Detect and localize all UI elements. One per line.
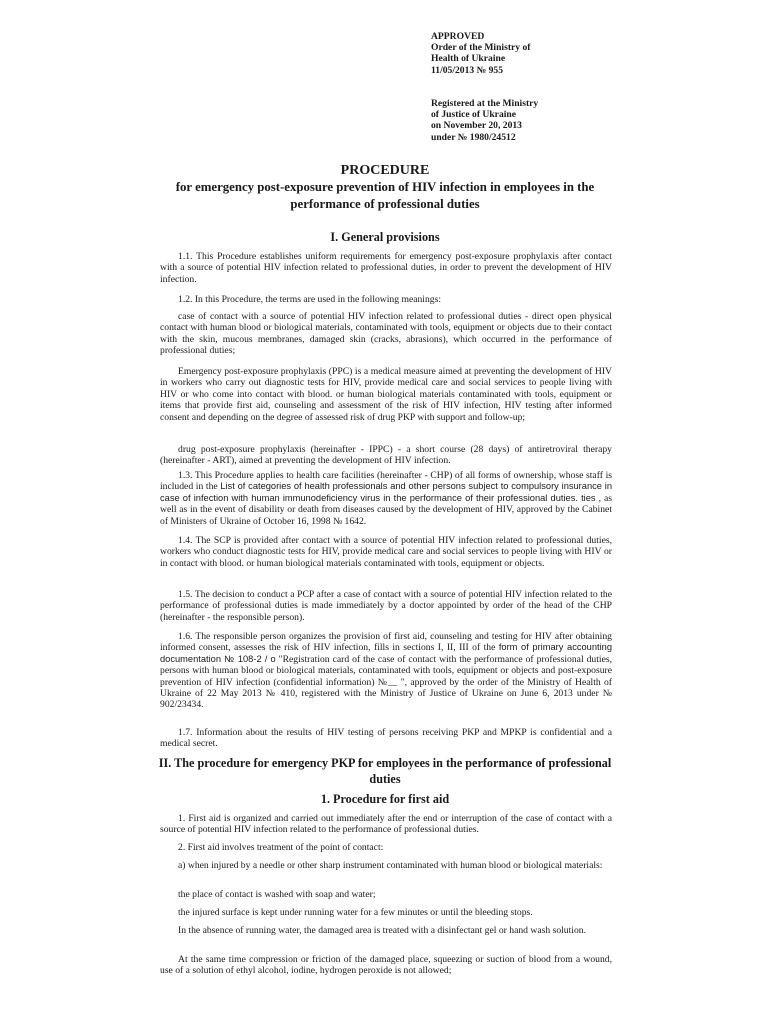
- paragraph-1-2: 1.2. In this Procedure, the terms are used in the following meanings:: [178, 294, 442, 305]
- registration-line: on November 20, 2013: [431, 120, 522, 132]
- definition-ippc: drug post-exposure prophylaxis (hereinafter - IPPC) - a short course (28 days) of antiretroviral therapy (hereinafter - ART), aimed at preventing the development of HIV infection.: [160, 444, 612, 467]
- approval-line: APPROVED: [431, 31, 485, 42]
- section-heading-general: I. General provisions: [330, 230, 440, 244]
- subheading-first-aid: 1. Procedure for first aid: [320, 792, 450, 806]
- paragraph-1-7: 1.7. Information about the results of HIV testing of persons receiving PKP and MPKP is confidential and a medical secret.: [160, 727, 612, 750]
- paragraph-absence-water: In the absence of running water, the damaged area is treated with a disinfectant gel or hand wash solution.: [178, 925, 586, 936]
- paragraph-1-1: 1.1. This Procedure establishes uniform requirements for emergency post-exposure prophylaxis after contact with a source of potential HIV infection related to professional duties, in order to prevent the development of HIV infection.: [160, 251, 612, 285]
- paragraph-text: "Registration card of the case of contact with the performance of professional duties, persons with human blood or biological materials, contaminated with tools, equipment or objects and post-exposure prevention of HIV infection (confidential information) №__ ", approved by the order of the Ministry of Health of Ukraine of 22 May 2013 № 410, registered with the Ministry of Justice of Ukraine on June 6, 2013 under № 902/23434.: [160, 653, 612, 711]
- list-categories-link[interactable]: List of categories of health professionals and other persons subject to compulsory insurance in case of infection with human immunodeficiency virus in the performance of their professional duties. ties: [160, 481, 612, 503]
- paragraph-2-1: 1. First aid is organized and carried out immediately after the end or interruption of the case of contact with a source of potential HIV infection related to the performance of professional duties.: [160, 813, 612, 836]
- paragraph-wash: the place of contact is washed with soap and water;: [178, 889, 376, 900]
- document-title: [150, 162, 620, 212]
- registration-line: under № 1980/24512: [431, 131, 516, 143]
- paragraph-not-allowed: At the same time compression or friction of the damaged place, squeezing or suction of blood from a wound, use of a solution of ethyl alcohol, iodine, hydrogen peroxide is not allowed;: [160, 954, 612, 977]
- paragraph-text: 1.3. This Procedure applies to health care facilities (hereinafter - CHP) of all forms of ownership, whose staff is included in the: [160, 470, 612, 493]
- paragraph-2-2: 2. First aid involves treatment of the point of contact:: [178, 842, 384, 853]
- definition-contact: case of contact with a source of potential HIV infection related to professional duties - direct open physical contact with human blood or biological materials, contaminated with tools, equipment or objects due to their contact with the skin, mucous membranes, damaged skin (cracks, abrasions), which occurred in the performance of professional duties;: [160, 311, 612, 357]
- paragraph-text: 1.6. The responsible person organizes the provision of first aid, counseling and testing for HIV after obtaining informed consent, assesses the risk of HIV infection, fills in sections I, II, III of the: [160, 631, 612, 654]
- definition-ppc: Emergency post-exposure prophylaxis (PPC) is a medical measure aimed at preventing the development of HIV in workers who carry out diagnostic tests for HIV, provide medical care and social services to people living with HIV or who come into contact with blood. or human biological materials contaminated with tools, equipment or items that provide first aid, counseling and assessment of the risk of HIV infection, HIV testing after informed consent and depending on the degree of assessed risk of drug PKP with support and follow-up;: [160, 366, 612, 423]
- approval-line: 11/05/2013 № 955: [431, 64, 504, 76]
- paragraph-2-a: a) when injured by a needle or other sharp instrument contaminated with human blood or biological materials:: [178, 860, 603, 871]
- form-108-2-link[interactable]: form of primary accounting documentation № 108-2 / o: [160, 642, 613, 664]
- approval-line: Order of the Ministry of: [431, 42, 531, 54]
- paragraph-1-5: 1.5. The decision to conduct a PCP after a case of contact with a source of potential HIV infection related to the performance of professional duties is made immediately by a doctor appointed by order of the head of the CHP (hereinafter - the responsible person).: [160, 589, 612, 623]
- paragraph-running-water: the injured surface is kept under running water for a few minutes or until the bleeding stops.: [178, 907, 533, 918]
- title-subtitle: for emergency post-exposure prevention of HIV infection in employees in the performance of professional duties: [175, 180, 595, 211]
- registration-line: of Justice of Ukraine: [431, 109, 516, 121]
- paragraph-1-3: [160, 470, 612, 527]
- registration-line: Registered at the Ministry: [431, 98, 539, 109]
- paragraph-text: , as well as in the event of disability or death from diseases caused by the development of HIV, approved by the Cabinet of Ministers of Ukraine of October 16, 1998 № 1642.: [160, 492, 612, 527]
- paragraph-1-4: 1.4. The SCP is provided after contact with a source of potential HIV infection related to professional duties, workers who conduct diagnostic tests for HIV, provide medical care and social services to people living with HIV or in contact with blood. or human biological materials contaminated with tools, equipment or objects.: [160, 535, 612, 569]
- registration-stamp: [431, 98, 761, 143]
- title-main: PROCEDURE: [340, 163, 430, 178]
- approval-line: Health of Ukraine: [431, 53, 506, 65]
- paragraph-1-6: [160, 631, 612, 711]
- approval-stamp: [431, 31, 761, 76]
- section-heading-procedure: II. The procedure for emergency PKP for employees in the performance of professional duties: [158, 756, 612, 786]
